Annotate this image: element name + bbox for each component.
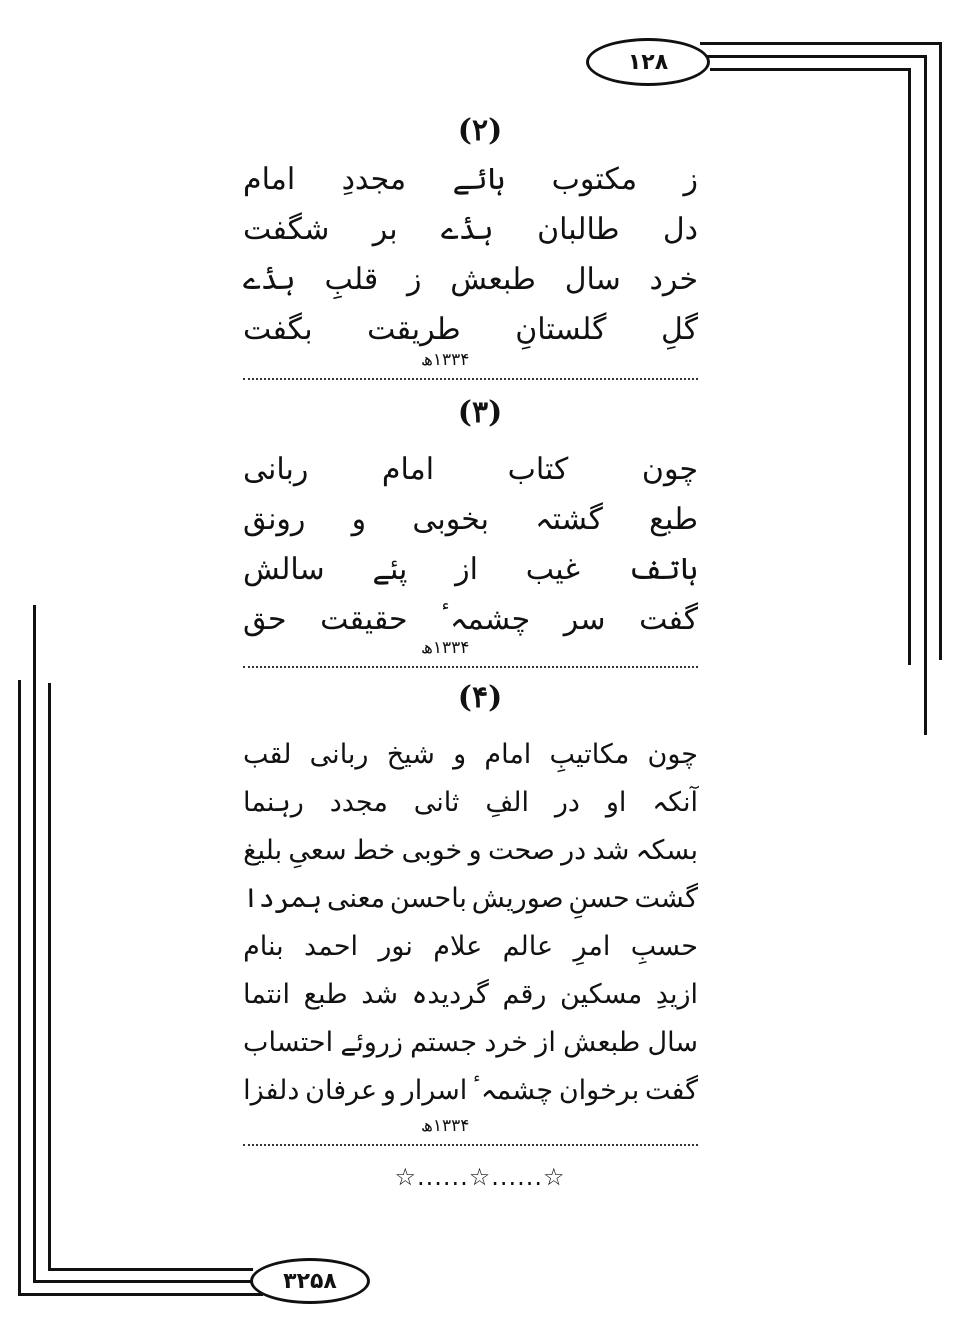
verse-word: شیخ xyxy=(386,739,435,770)
verse-word: و xyxy=(453,739,467,770)
verse-word: زروئے xyxy=(340,1027,403,1058)
verse-line xyxy=(243,210,698,250)
verse-word: بلیغ xyxy=(243,835,283,866)
verse-word: ز xyxy=(407,262,422,297)
verse-word: امام xyxy=(484,739,532,770)
verse-word: دل xyxy=(662,212,698,247)
verse-word: گشت xyxy=(634,883,698,914)
verse-word: و xyxy=(468,835,482,866)
date-label: ۱۳۳۴ھ xyxy=(421,1116,470,1136)
frame-bottom-line-2 xyxy=(33,1280,257,1283)
verse-word: از xyxy=(455,552,478,587)
section-number: (۳) xyxy=(457,395,503,430)
verse-line xyxy=(243,831,698,871)
verse-word: نور xyxy=(378,931,413,962)
verse-word: لقب xyxy=(243,739,292,770)
verse-word: بسکہ xyxy=(635,835,698,866)
verse-word: سال xyxy=(647,1027,698,1058)
verse-word: سر xyxy=(563,602,606,637)
verse-word: مکاتیبِ xyxy=(549,739,630,770)
verse-word: گشتہ xyxy=(535,502,603,537)
verse-word: چون xyxy=(641,452,698,487)
verse-line xyxy=(243,450,698,490)
verse-word: انتما xyxy=(243,979,290,1010)
verse-line xyxy=(243,260,698,300)
verse-word: اسرار xyxy=(401,1075,468,1106)
verse-word: امام xyxy=(381,452,435,487)
frame-top-line-1 xyxy=(700,42,942,45)
verse-line xyxy=(243,310,698,350)
verse-word: ہائے xyxy=(452,162,506,197)
verse-word: گردیدہ xyxy=(411,979,489,1010)
frame-top-line-2 xyxy=(706,55,926,58)
verse-word: مکتوب xyxy=(551,162,638,197)
verse-word: گفت xyxy=(639,602,698,637)
verse-word: او xyxy=(605,787,627,818)
verse-word: گلِ xyxy=(660,312,698,347)
verse-word: سال xyxy=(564,262,621,297)
verse-line xyxy=(243,1023,698,1063)
page-number-bottom: ۳۲۵۸ xyxy=(250,1258,370,1304)
verse-line xyxy=(243,879,698,919)
verse-word: بر xyxy=(372,212,398,247)
verse-word: در xyxy=(554,787,580,818)
verse-word: کتاب xyxy=(507,452,569,487)
verse-line xyxy=(243,927,698,967)
verse-word: برخوان xyxy=(558,1075,640,1106)
page-number-top: ۱۲۸ xyxy=(586,38,710,86)
verse-word: چون xyxy=(647,739,698,770)
verse-word: صوریش xyxy=(471,883,564,914)
verse-word: و xyxy=(351,502,367,537)
verse-word: خوبی xyxy=(401,835,463,866)
verse-word: از xyxy=(535,1027,556,1058)
verse-word: سعیِ xyxy=(288,835,347,866)
frame-bottom-line-3 xyxy=(48,1268,253,1271)
verse-word: در xyxy=(561,835,587,866)
verse-word: شد xyxy=(592,835,630,866)
verse-word: امام xyxy=(243,162,296,197)
verse-word: ہمردا xyxy=(243,883,323,914)
verse-word: ثانی xyxy=(413,787,460,818)
verse-word: طالبان xyxy=(537,212,620,247)
verse-word: طریقت xyxy=(367,312,461,347)
verse-word: مسکین xyxy=(560,979,643,1010)
verse-word: شد xyxy=(361,979,398,1010)
date-separator xyxy=(243,1116,698,1146)
verse-word: حسبِ xyxy=(630,931,698,962)
verse-word: شگفت xyxy=(243,212,330,247)
verse-word: آنکہ xyxy=(652,787,698,818)
verse-word: جستم xyxy=(410,1027,478,1058)
verse-line xyxy=(243,500,698,540)
date-separator xyxy=(243,350,698,380)
verse-word: طبع xyxy=(303,979,348,1010)
verse-word: علام xyxy=(433,931,483,962)
star-divider: ☆......☆......☆ xyxy=(394,1163,566,1191)
verse-word: طبع xyxy=(649,502,698,537)
verse-word: امرِ xyxy=(573,931,611,962)
verse-word: الفِ xyxy=(485,787,530,818)
verse-word: خرد xyxy=(484,1027,528,1058)
verse-word: معنی xyxy=(326,883,386,914)
verse-word: ربانی xyxy=(309,739,369,770)
verse-word: عرفان xyxy=(305,1075,378,1106)
verse-word: پئے xyxy=(372,552,408,587)
verse-word: ہاتف xyxy=(627,552,698,587)
verse-word: خط xyxy=(352,835,396,866)
verse-word: رقم xyxy=(502,979,547,1010)
date-label: ۱۳۳۴ھ xyxy=(421,350,470,370)
frame-left-line-1 xyxy=(18,680,21,1295)
frame-bottom-line-1 xyxy=(18,1293,263,1296)
verse-word: گفت xyxy=(644,1075,698,1106)
verse-word: ازیدِ xyxy=(655,979,698,1010)
verse-line xyxy=(243,1071,698,1111)
verse-word: احمد xyxy=(304,931,359,962)
verse-word: چشمہٴ xyxy=(472,1075,554,1106)
verse-word: مجددِ xyxy=(341,162,407,197)
verse-word: احتساب xyxy=(243,1027,334,1058)
verse-word: قلبِ xyxy=(324,262,379,297)
verse-line xyxy=(243,600,698,640)
verse-word: رہنما xyxy=(243,787,304,818)
verse-word: دلفزا xyxy=(243,1075,300,1106)
verse-line xyxy=(243,160,698,200)
verse-word: باحسن xyxy=(389,883,467,914)
verse-word: ہدٔے xyxy=(243,262,296,297)
verse-word: طبعش xyxy=(563,1027,641,1058)
verse-word: بگفت xyxy=(243,312,313,347)
frame-top-line-3 xyxy=(710,68,910,71)
verse-word: صحت xyxy=(487,835,555,866)
frame-right-line-3 xyxy=(908,68,911,665)
verse-word: خرد xyxy=(649,262,698,297)
verse-line xyxy=(243,550,698,590)
verse-word: چشمہٴ xyxy=(441,602,531,637)
date-separator xyxy=(243,638,698,668)
verse-word: حقیقت xyxy=(320,602,408,637)
verse-word: گلستانِ xyxy=(515,312,607,347)
verse-line xyxy=(243,975,698,1015)
verse-word: سالش xyxy=(243,552,325,587)
verse-word: بنام xyxy=(243,931,284,962)
verse-word: ز xyxy=(683,162,698,197)
verse-word: طبعش xyxy=(450,262,536,297)
verse-word: عالم xyxy=(502,931,554,962)
verse-word: مجدد xyxy=(329,787,388,818)
section-number: (۲) xyxy=(457,113,503,148)
verse-word: بخوبی xyxy=(412,502,489,537)
verse-word: رونق xyxy=(243,502,306,537)
verse-line xyxy=(243,735,698,775)
verse-word: ہدٔے xyxy=(441,212,494,247)
verse-word: غیب xyxy=(525,552,580,587)
date-label: ۱۳۳۴ھ xyxy=(421,638,470,658)
verse-word: و xyxy=(382,1075,396,1106)
verse-word: ربانی xyxy=(243,452,309,487)
verse-line xyxy=(243,783,698,823)
verse-word: حسنِ xyxy=(568,883,630,914)
section-number: (۴) xyxy=(457,680,503,715)
verse-word: حق xyxy=(243,602,287,637)
